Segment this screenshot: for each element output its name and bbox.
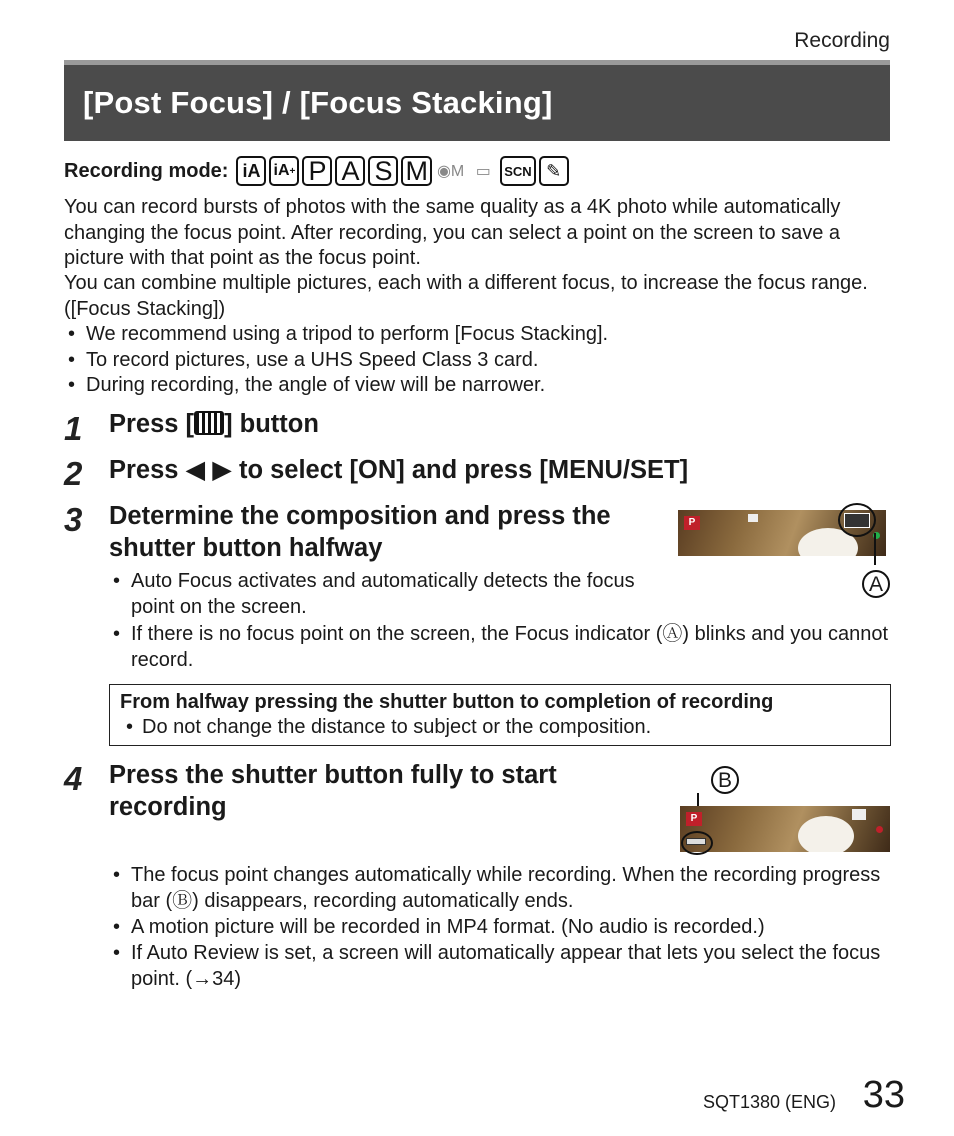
subject-figure bbox=[798, 816, 854, 852]
post-focus-status-icon bbox=[852, 809, 866, 820]
step-number: 1 bbox=[64, 410, 83, 447]
creative-control-icon: ✎ bbox=[539, 156, 569, 186]
scene-guide-icon: SCN bbox=[500, 156, 535, 186]
document-code: SQT1380 (ENG) bbox=[702, 1092, 836, 1112]
callout-a-icon: A bbox=[862, 570, 890, 598]
aperture-priority-icon: A bbox=[335, 156, 365, 186]
list-item: • The focus point changes automatically while recording. When the recording progress bar (Ⓑ) disappears, recording automatically ends. bbox=[113, 864, 881, 912]
intelligent-auto-plus-icon: iA + bbox=[269, 156, 299, 186]
callout-b-icon: B bbox=[711, 766, 739, 794]
caution-box bbox=[109, 684, 891, 746]
intro-paragraph-1: You can record bursts of photos with the same quality as a 4K photo while automatically changing the focus point. After recording, you can select a point on the screen to save a picture with that point as the focus point. bbox=[64, 196, 841, 269]
intro-bullets bbox=[64, 322, 894, 399]
step-4-text: Press the shutter button fully to start recording bbox=[109, 761, 557, 821]
step-4-bullets bbox=[109, 862, 894, 992]
shutter-priority-icon: S bbox=[368, 156, 398, 186]
list-item: • Auto Focus activates and automatically detects the focus point on the screen. bbox=[113, 570, 635, 618]
step-3-text: Determine the composition and press the shutter button halfway bbox=[109, 502, 611, 562]
list-item: • If Auto Review is set, a screen will automatically appear that lets you select the focus point. (→34) bbox=[113, 942, 881, 990]
list-item: • A motion picture will be recorded in MP4 format. (No audio is recorded.) bbox=[113, 916, 765, 938]
intelligent-auto-icon: iA bbox=[236, 156, 266, 186]
step-number: 4 bbox=[64, 760, 83, 797]
step-2-text: Press ◀ ▶ to select [ON] and press [MENU/SET] bbox=[109, 456, 689, 484]
program-mode-badge: P bbox=[686, 812, 702, 826]
caution-heading: From halfway pressing the shutter button to completion of recording bbox=[120, 691, 774, 713]
manual-mode-icon: M bbox=[401, 156, 432, 186]
list-item: • If there is no focus point on the screen, the Focus indicator (Ⓐ) blinks and you cannot record. bbox=[113, 623, 889, 671]
page-title: [Post Focus] / [Focus Stacking] bbox=[83, 85, 553, 120]
title-bar bbox=[64, 60, 890, 141]
creative-video-icon: ◉M bbox=[436, 163, 465, 180]
list-item: • We recommend using a tripod to perform [Focus Stacking]. bbox=[68, 323, 609, 345]
intro-paragraph-2: You can combine multiple pictures, each with a different focus, to increase the focus range. ([Focus Stacking]) bbox=[64, 272, 868, 320]
program-mode-icon: P bbox=[302, 156, 332, 186]
step-number: 3 bbox=[64, 501, 83, 538]
step-3-bullets bbox=[109, 568, 649, 620]
step-1-text: Press [ ] button bbox=[109, 410, 319, 438]
section-label: Recording bbox=[794, 29, 890, 52]
callout-line bbox=[874, 533, 876, 565]
list-item: • During recording, the angle of view will be narrower. bbox=[68, 374, 546, 396]
step-3-bullets-cont bbox=[109, 621, 894, 673]
program-mode-badge: P bbox=[684, 516, 700, 530]
focus-indicator-highlight bbox=[838, 503, 876, 537]
screen-indicator-icon bbox=[748, 514, 758, 522]
post-focus-button-icon bbox=[194, 411, 224, 435]
recording-mode-row bbox=[64, 154, 572, 188]
recording-indicator-icon bbox=[876, 826, 883, 833]
page-number: 33 bbox=[862, 1074, 905, 1116]
list-item: • To record pictures, use a UHS Speed Class 3 card. bbox=[68, 348, 539, 371]
caution-item: • Do not change the distance to subject or the composition. bbox=[126, 716, 652, 738]
recording-mode-label: Recording mode: bbox=[64, 159, 229, 182]
progress-bar-highlight bbox=[681, 831, 713, 855]
panorama-icon: ▭ bbox=[475, 163, 491, 180]
step-number: 2 bbox=[64, 455, 83, 492]
